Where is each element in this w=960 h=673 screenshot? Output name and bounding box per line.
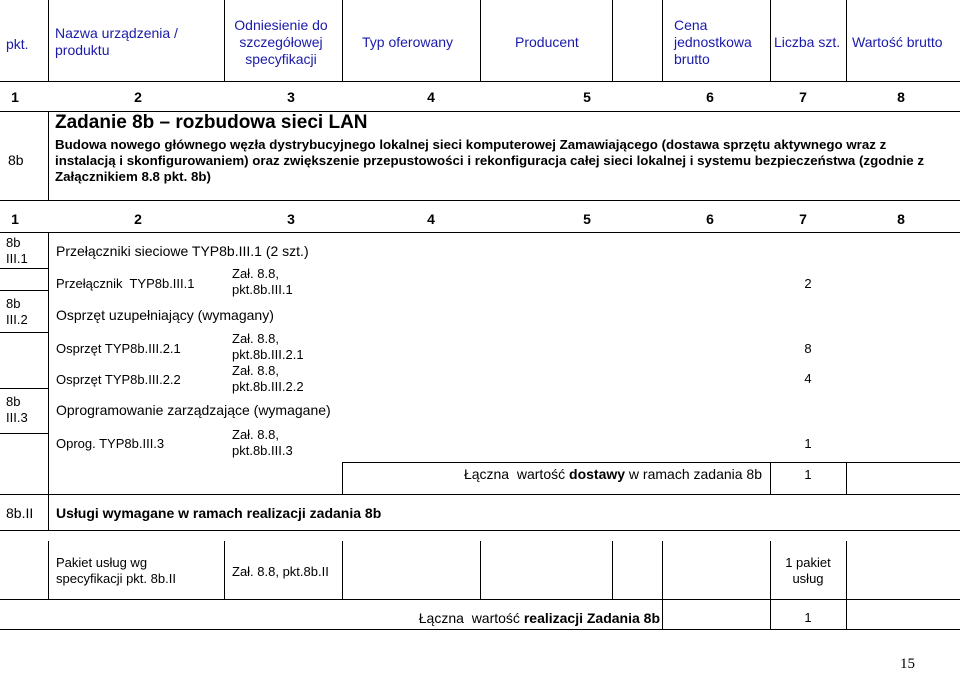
item-name: Przełącznik TYP8b.III.1 [56, 276, 195, 291]
task-title: Zadanie 8b – rozbudowa sieci LAN [55, 112, 368, 133]
column-number: 2 [134, 211, 142, 227]
item-quantity: 4 [804, 371, 812, 386]
header-col-pkt: pkt. [6, 36, 29, 52]
column-number: 4 [427, 211, 435, 227]
total-task-label-bold: realizacji Zadania 8b [523, 610, 660, 626]
header-col-unit-price: Cena jednostkowa brutto [674, 17, 752, 67]
services-number: 8b.II [6, 505, 34, 521]
group-title: Przełączniki sieciowe TYP8b.III.1 (2 szt.) [56, 243, 309, 259]
header-col-value: Wartość brutto [852, 34, 943, 50]
column-number: 5 [583, 89, 591, 105]
total-task-quantity: 1 [804, 610, 812, 625]
item-name: Osprzęt TYP8b.III.2.2 [56, 372, 181, 387]
service-item-quantity: 1 pakiet usług [785, 555, 831, 586]
item-reference: Zał. 8.8, pkt.8b.III.2.1 [232, 331, 304, 362]
service-item-name: Pakiet usług wg specyfikacji pkt. 8b.II [56, 555, 176, 586]
item-reference: Zał. 8.8, pkt.8b.III.3 [232, 427, 293, 458]
group-title: Osprzęt uzupełniający (wymagany) [56, 307, 274, 323]
item-reference: Zał. 8.8, pkt.8b.III.2.2 [232, 363, 304, 394]
column-number: 2 [134, 89, 142, 105]
services-title: Usługi wymagane w ramach realizacji zadania 8b [56, 505, 382, 521]
group-number: 8b III.2 [6, 296, 28, 327]
column-number: 1 [11, 211, 19, 227]
header-col-quantity: Liczba szt. [774, 34, 841, 50]
header-col-producer: Producent [515, 34, 579, 50]
header-col-reference: Odniesienie do szczegółowej specyfikacji [234, 17, 328, 67]
column-number: 8 [897, 89, 905, 105]
header-col-type: Typ oferowany [362, 34, 454, 50]
group-title: Oprogramowanie zarządzające (wymagane) [56, 402, 331, 418]
group-number: 8b III.1 [6, 235, 28, 266]
column-number: 3 [287, 89, 295, 105]
item-name: Oprog. TYP8b.III.3 [56, 436, 165, 451]
column-number: 1 [11, 89, 19, 105]
total-delivery-label [346, 466, 762, 482]
page-number: 15 [900, 656, 915, 672]
total-delivery-label-bold: dostawy [569, 466, 626, 482]
item-quantity: 2 [804, 276, 812, 291]
header-col-name: Nazwa urządzenia / produktu [55, 25, 178, 58]
column-number: 7 [799, 89, 807, 105]
total-delivery-label-post: w ramach zadania 8b [625, 466, 762, 482]
item-quantity: 1 [804, 436, 812, 451]
column-number: 4 [427, 89, 435, 105]
item-quantity: 8 [804, 341, 812, 356]
total-task-label [346, 610, 660, 626]
column-number: 5 [583, 211, 591, 227]
item-name: Osprzęt TYP8b.III.2.1 [56, 341, 181, 356]
group-number: 8b III.3 [6, 394, 28, 425]
column-number: 6 [706, 211, 714, 227]
column-number: 7 [799, 211, 807, 227]
service-item-reference: Zał. 8.8, pkt.8b.II [232, 564, 329, 579]
total-delivery-label-pre: Łączna wartość [463, 466, 570, 482]
column-number: 6 [706, 89, 714, 105]
task-number: 8b [8, 152, 24, 168]
task-description: Budowa nowego głównego węzła dystrybucyjnego lokalnej sieci komputerowej Zamawiającego (dostawa sprzętu aktywnego wraz z instalacją i skonfigurowaniem) oraz zwiększenie przepustowości i rekonfiguracja całej sieci lokalnej i systemu bezpieczeństwa (zgodnie z Załącznikiem 8.8 pkt. 8b) [55, 137, 924, 184]
column-number: 3 [287, 211, 295, 227]
total-delivery-quantity: 1 [804, 467, 812, 482]
item-reference: Zał. 8.8, pkt.8b.III.1 [232, 266, 293, 297]
total-task-label-pre: Łączna wartość [418, 610, 524, 626]
column-number: 8 [897, 211, 905, 227]
